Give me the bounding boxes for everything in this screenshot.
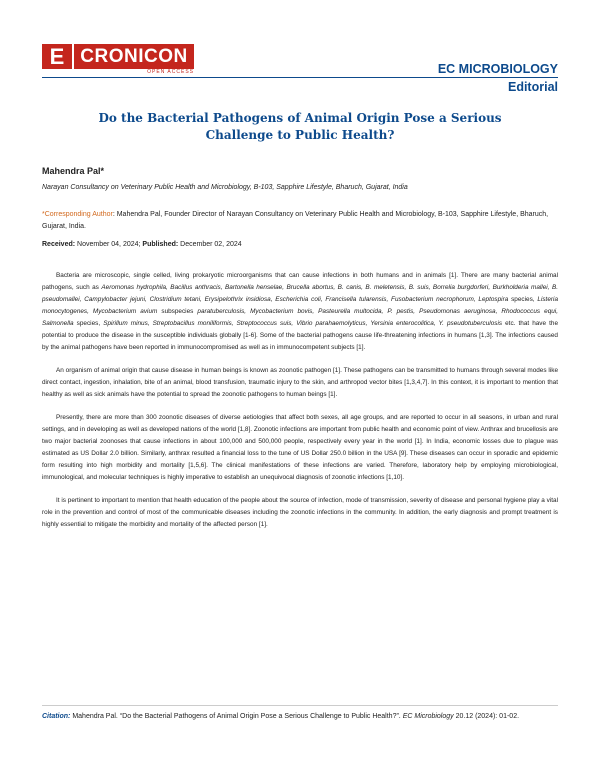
- citation-label: Citation:: [42, 713, 71, 720]
- header-rule: [42, 77, 558, 78]
- paragraph-3: Presently, there are more than 300 zoonotic diseases of diverse aetiologies that affect both sexes, all age groups, and are reported to occur in all seasons, in urban and rural settings, and in developing as well as developed nations of the world [1,8]. Zoonotic infections are important from public health and economic point of view. Anthrax and brucellosis are two major bacterial zoonoses that cause infections in about 100,000 and 500,000 people, respectively every year in the world [1]. In India, economic losses due to plague was estimated as US Dollar 2.0 billion. Similarly, anthrax resulted a financial loss to the tune of US Dollar 250.0 billion in the USA [9]. These diseases can occur in sporadic and epidemic form resulting into high morbidity and mortality [1,5,6]. The clinical manifestations of these infections are varied. Therefore, laboratory help by employing microbiological, immunological, and molecular techniques is highly imperative to establish an unequivocal diagnosis of zoonotic infections [1,10].: [42, 414, 558, 481]
- citation: [42, 710, 558, 723]
- p1-text-d: species,: [73, 320, 104, 327]
- p1-species-a: Aeromonas hydrophila, Bacillus anthracis, Bartonella henselae, Brucella abortus, B. canis, B. meletensis, B. suis, Borrelia burgdorferi, Burkholderia mallei, B. pseudomallei, Campylobacter jejuni, Clostridium tetani, Erysipelothrix insidiosa, Escherichia coli, Francisella tularensis, Fusobacterium necrophorum, Leptospira: [42, 284, 558, 303]
- p1-species-c: paratuberculosis, Mycobacterium bovis, Pasteurella multocida, P. pestis, Pseudomonas aeruginosa, Rhodococcus equi, Salmonella: [42, 308, 559, 327]
- corresponding-text: : Mahendra Pal, Founder Director of Narayan Consultancy on Veterinary Public Health and Microbiology, B-103, Sapphire Lifestyle, Bharuch, Gujarat, India.: [42, 211, 549, 230]
- received-date: November 04, 2024;: [77, 241, 141, 248]
- citation-text: Mahendra Pal. “Do the Bacterial Pathogens of Animal Origin Pose a Serious Challenge to Public Health?”.: [70, 713, 403, 720]
- journal-name: EC MICROBIOLOGY: [437, 62, 558, 76]
- received-label: Received:: [42, 241, 76, 248]
- citation-journal: EC Microbiology: [402, 713, 454, 720]
- p1-species-d: Spirillum minus, Streptobacillus moniliformis, Streptococcus suis, Vibrio parahaemolyticus, Yersinia enterocolitica, Y. pseudotuberculosis: [103, 320, 503, 327]
- footer-rule: [42, 705, 558, 706]
- author-affiliation: Narayan Consultancy on Veterinary Public Health and Microbiology, B-103, Sapphire Lifestyle, Bharuch, Gujarat, India: [42, 184, 408, 191]
- article-body: [42, 270, 558, 542]
- p1-text-b: species,: [508, 296, 538, 303]
- logo-letter: E: [42, 44, 72, 69]
- corresponding-label: *Corresponding Author: [42, 211, 113, 218]
- p1-text-c: subspecies: [157, 308, 198, 315]
- article-dates: [42, 241, 242, 248]
- article-type: Editorial: [507, 80, 558, 94]
- corresponding-author: [42, 209, 558, 233]
- paragraph-2: An organism of animal origin that cause disease in human beings is known as zoonotic pathogen [1]. These pathogens can be transmitted to humans through several modes like direct contact, ingestion, inhalation, bite of an animal, blood transfusion, traumatic injury to the skin, and arthropod vector bites [1,3,4,7]. In this context, it is important to mention that healthy as well as sick animals have the potential to spread the zoonotic pathogens to human beings [1].: [42, 367, 558, 398]
- p1-text-a: Bacteria are microscopic, single celled, living prokaryotic microorganisms that can cause infections in both humans and in animals [1]. There are many bacterial animal pathogens, such as: [42, 272, 558, 291]
- published-label: Published:: [142, 241, 179, 248]
- p1-species-b: Listeria monocytogenes, Mycobacterium avium: [42, 296, 558, 315]
- logo-subtitle: OPEN ACCESS: [147, 69, 194, 75]
- article-title: Do the Bacterial Pathogens of Animal Origin Pose a Serious Challenge to Public Health?: [98, 111, 502, 142]
- p1-text-e: etc. that have the potential to produce the disease in the susceptible individuals globally [1-6]. Some of the bacterial pathogens cause life-threatening infections in humans [1,3]. The infections caused by the animal pathogens have been reported in immunocompromised as well as in immunocompetent subjects [1].: [42, 320, 558, 351]
- cronicon-logo: [42, 44, 194, 76]
- paragraph-4: It is pertinent to important to mention that health education of the people about the source of infection, mode of transmission, severity of disease and personal hygiene play a vital role in the prevention and control of most of the communicable diseases including the zoonotic infections in the community. In addition, the early diagnosis and prompt treatment is highly essential to mitigate the morbidity and mortality of the affected person [1].: [42, 497, 558, 528]
- published-date: December 02, 2024: [180, 241, 242, 248]
- paragraph-1: [42, 270, 558, 354]
- author-name: Mahendra Pal*: [42, 166, 105, 176]
- logo-word: CRONICON: [74, 44, 194, 69]
- citation-tail: 20.12 (2024): 01-02.: [453, 713, 520, 720]
